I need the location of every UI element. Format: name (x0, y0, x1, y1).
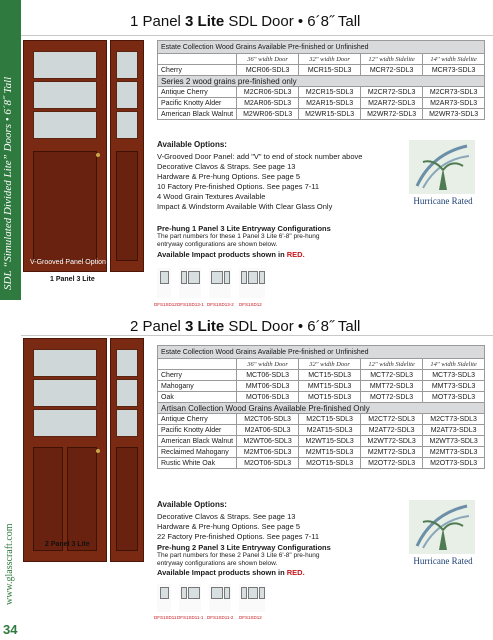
table-row: Oak MOT06-SDL3 MOT15-SDL3 MOT72-SDL3 MOT73-SDL3 (158, 392, 485, 403)
option-item: Hardware & Pre-hung Options. See page 5 (157, 522, 301, 531)
spec-table (157, 345, 485, 469)
table-row: Antique Cherry M2CT06-SDL3 M2CT15-SDL3 M2CT72-SDL3 M2CT73-SDL3 (158, 414, 485, 425)
door-image (23, 338, 107, 562)
thumbnail-caption: DFS1SD11-1 (177, 615, 204, 620)
hurricane-label: Hurricane Rated (413, 556, 473, 566)
prehung-note (157, 544, 337, 568)
option-item: Hardware & Pre-hung Options. See page 5 (157, 172, 301, 181)
option-item: Decorative Clavos & Straps. See page 13 (157, 162, 296, 171)
table-header: Estate Collection Wood Grains Available Pre-finished or Unfinished (158, 346, 485, 359)
column-header: 36" width Door (237, 359, 299, 370)
prehung-heading: Pre-hung 1 Panel 3 Lite Entryway Configurations (157, 224, 331, 233)
config-thumbnail (239, 268, 265, 298)
section-title: 2 Panel 3 Lite SDL Door • 6´8˝ Tall (130, 318, 361, 335)
prehung-text: The part numbers for these 2 Panel 3 Lite 6'-8" pre-hung entryway configurations are shown below. (157, 552, 320, 567)
thumbnail-caption: DFS1SD11-2 (207, 615, 234, 620)
option-item: 4 Wood Grain Textures Available (157, 192, 266, 201)
door-image (23, 40, 107, 272)
config-thumbnail (209, 584, 231, 612)
hurricane-badge (403, 140, 483, 204)
thumbnail-caption: DFS1SD12 (154, 302, 177, 307)
table-row: American Black Walnut M2WT06-SDL3 M2WT15-SDL3 M2WT72-SDL3 M2WT73-SDL3 (158, 436, 485, 447)
table-header: Estate Collection Wood Grains Available Pre-finished or Unfinished (158, 41, 485, 54)
options-heading: Available Options: (157, 500, 227, 509)
table-row: American Black Walnut M2WR06-SDL3 M2WR15-SDL3 M2WR72-SDL3 M2WR73-SDL3 (158, 109, 485, 120)
thumbnail-caption: DFS1SD13-2 (207, 302, 234, 307)
column-header: 12" width Sidelite (361, 359, 423, 370)
impact-note: Available Impact products shown in RED. (157, 568, 305, 577)
image-label: 2 Panel 3 Lite (45, 541, 90, 548)
config-thumbnail (179, 584, 201, 612)
column-header: 12" width Sidelite (361, 54, 423, 65)
option-item: 10 Factory Pre-finished Options. See pages 7-11 (157, 182, 320, 191)
prehung-note (157, 225, 337, 249)
thumbnail-caption: DFS1SD12 (239, 615, 262, 620)
config-thumbnail (157, 584, 171, 612)
divider (21, 335, 493, 336)
prehung-text: The part numbers for these 1 Panel 3 Lite 6'-8" pre-hung entryway configurations are shown below. (157, 233, 320, 248)
column-header: 14" width Sidelite (423, 359, 485, 370)
section-title: 1 Panel 3 Lite SDL Door • 6´8˝ Tall (130, 13, 361, 30)
option-item: 22 Factory Pre-finished Options. See pages 7-11 (157, 532, 320, 541)
table-row: Mahogany MMT06-SDL3 MMT15-SDL3 MMT72-SDL3 MMT73-SDL3 (158, 381, 485, 392)
column-header: 32" width Door (299, 54, 361, 65)
image-label: 1 Panel 3 Lite (50, 276, 95, 283)
table-subheader: Artisan Collection Wood Grains Available Pre-finished Only (158, 403, 485, 414)
table-row: Pacific Knotty Alder M2AT06-SDL3 M2AT15-SDL3 M2AT72-SDL3 M2AT73-SDL3 (158, 425, 485, 436)
option-item: Impact & Windstorm Available With Clear Glass Only (157, 202, 333, 211)
option-item: Decorative Clavos & Straps. See page 13 (157, 512, 296, 521)
table-row: Cherry MCT06-SDL3 MCT15-SDL3 MCT72-SDL3 MCT73-SDL3 (158, 370, 485, 381)
hurricane-badge (403, 500, 483, 564)
options-list (157, 500, 319, 542)
thumbnail-caption: DFS1SD13-1 (177, 302, 204, 307)
image-caption: V-Grooved Panel Option (30, 259, 106, 266)
config-thumbnail (209, 268, 231, 298)
config-thumbnail (179, 268, 201, 298)
spec-table (157, 40, 485, 120)
hurricane-icon (409, 500, 475, 554)
option-item: V-Grooved Door Panel: add "V" to end of stock number above (157, 152, 363, 161)
column-header: 32" width Door (299, 359, 361, 370)
table-row: Pacific Knotty Alder M2AR06-SDL3 M2AR15-SDL3 M2AR72-SDL3 M2AR73-SDL3 (158, 98, 485, 109)
hurricane-label: Hurricane Rated (413, 196, 473, 206)
website-label: www.glasscraft.com (4, 523, 15, 605)
config-thumbnail (157, 268, 171, 298)
table-row: Reclaimed Mahogany M2MT06-SDL3 M2MT15-SDL3 M2MT72-SDL3 M2MT73-SDL3 (158, 447, 485, 458)
options-list (157, 140, 362, 212)
divider (21, 35, 493, 36)
page-number: 34 (3, 622, 18, 637)
options-heading: Available Options: (157, 140, 227, 149)
table-row: Cherry MCR06-SDL3 MCR15-SDL3 MCR72-SDL3 MCR73-SDL3 (158, 65, 485, 76)
table-row: Antique Cherry M2CR06-SDL3 M2CR15-SDL3 M2CR72-SDL3 M2CR73-SDL3 (158, 87, 485, 98)
hurricane-icon (409, 140, 475, 194)
sidelite-image (110, 40, 144, 272)
table-row: Rustic White Oak M2OT06-SDL3 M2OT15-SDL3 M2OT72-SDL3 M2OT73-SDL3 (158, 458, 485, 469)
thumbnail-caption: DFS1SD11 (154, 615, 177, 620)
config-thumbnail (239, 584, 265, 612)
sidebar (0, 0, 21, 640)
column-header: 14" width Sidelite (423, 54, 485, 65)
column-header: 36" width Door (237, 54, 299, 65)
thumbnail-caption: DFS1SD12 (239, 302, 262, 307)
table-subheader: Series 2 wood grains pre-finished only (158, 76, 485, 87)
sidebar-title: SDL “Simulated Divided Lite” Doors • 6´8˝ Tall (2, 76, 14, 290)
prehung-heading: Pre-hung 2 Panel 3 Lite Entryway Configurations (157, 543, 331, 552)
impact-note: Available Impact products shown in RED. (157, 250, 305, 259)
sidelite-image (110, 338, 144, 562)
